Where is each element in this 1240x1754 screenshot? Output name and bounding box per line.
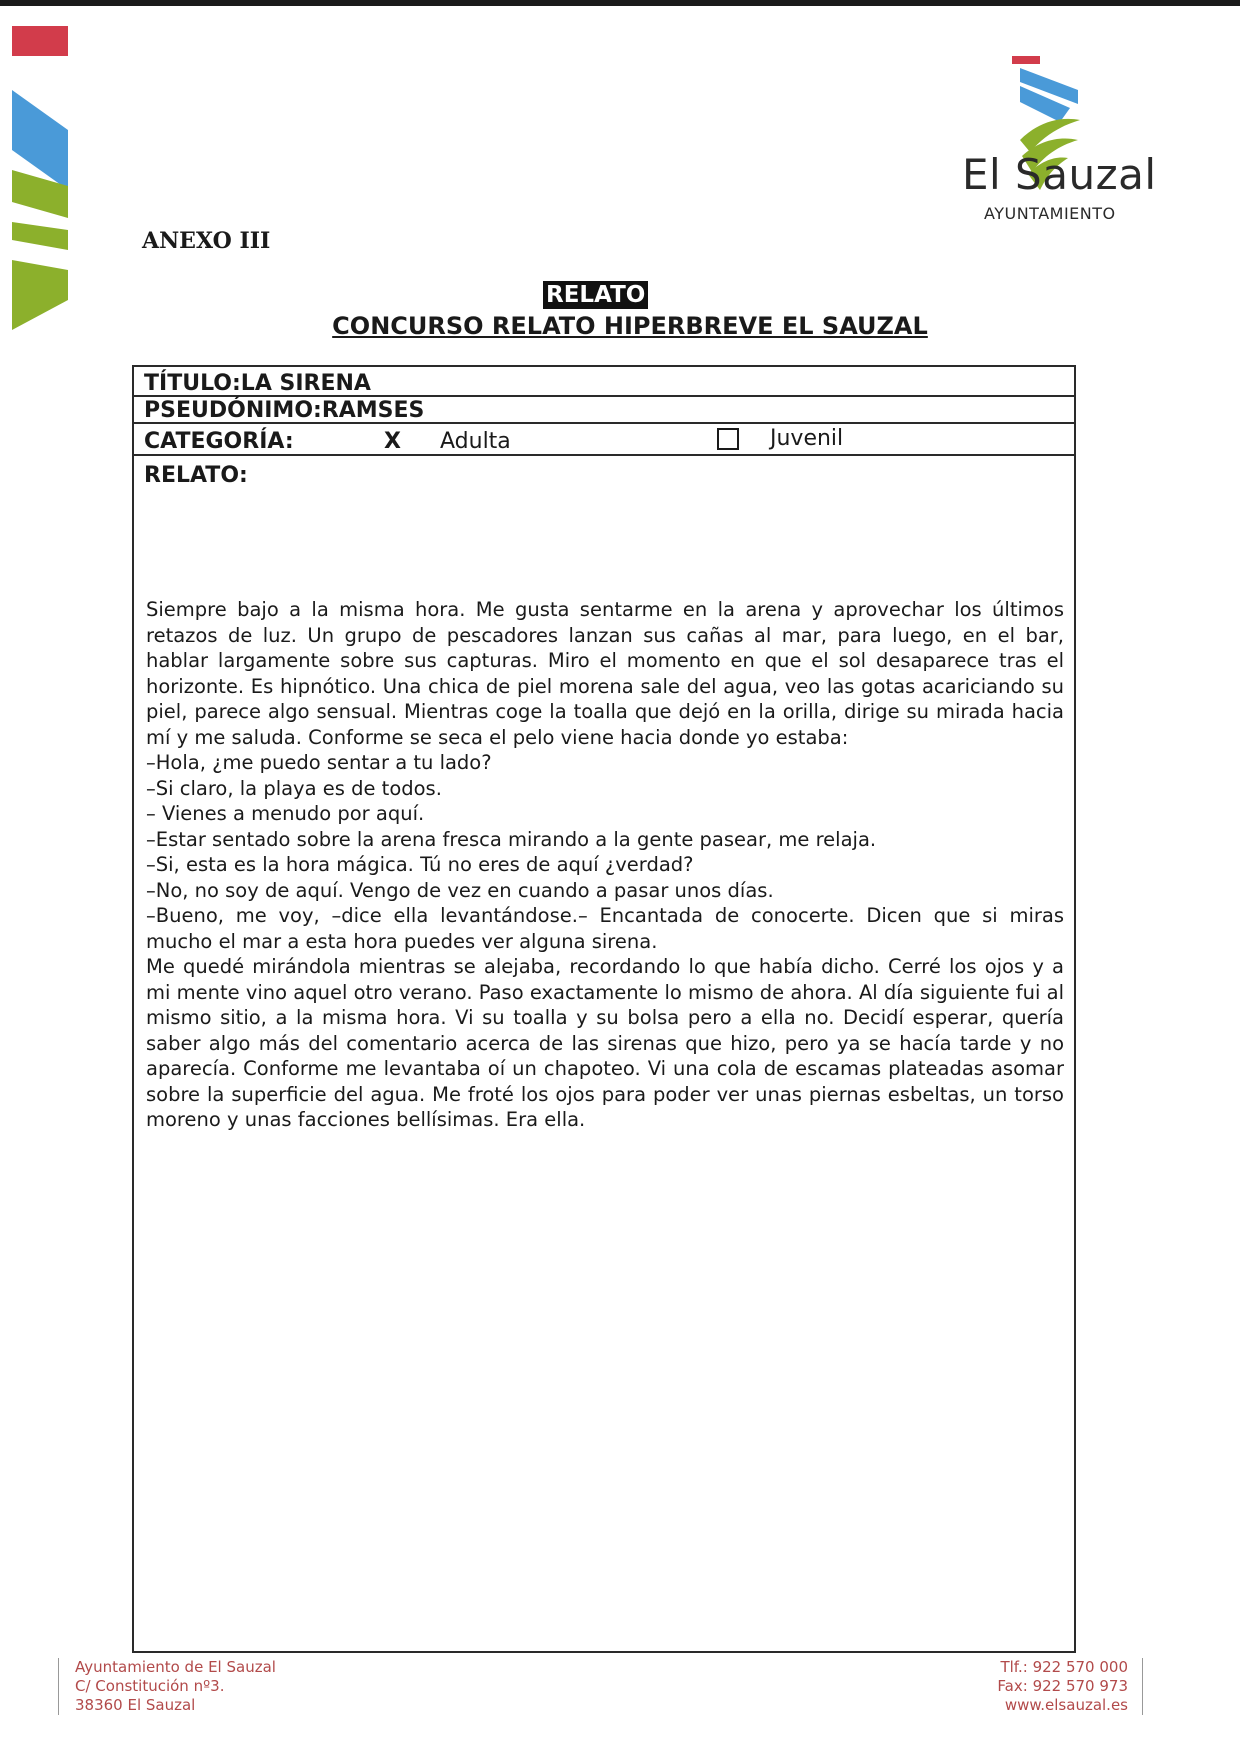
entry-form xyxy=(132,365,1076,1653)
scan-top-edge xyxy=(0,0,1240,6)
category-option-juvenil: Juvenil xyxy=(770,426,844,451)
story-paragraph: –Estar sentado sobre la arena fresca mirando a la gente pasear, me relaja. xyxy=(146,827,877,851)
pseudonym-row xyxy=(134,397,1074,424)
story-paragraph: –No, no soy de aquí. Vengo de vez en cuando a pasar unos días. xyxy=(146,878,774,902)
story-paragraph: Me quedé mirándola mientras se alejaba, recordando lo que había dicho. Cerré los ojos y a mi mente vino aquel otro verano. Paso exactamente lo mismo de ahora. Al día siguiente fui al mismo sitio, a la misma hora. Vi su toalla y su bolsa pero a ella no. Decidí esperar, quería saber algo más del comentario acerca de las sirenas que hizo, pero ya se hacía tarde y no aparecía. Conforme me levantaba oí un chapoteo. Vi una cola de escamas plateadas asomar sobre la superficie del agua. Me froté los ojos para poder ver unas piernas esbeltas, un torso moreno y unas facciones bellísimas. Era ella. xyxy=(146,955,1064,1131)
footer-contact xyxy=(960,1658,1143,1715)
story-paragraph: – Vienes a menudo por aquí. xyxy=(146,802,425,825)
footer-fax: Fax: 922 570 973 xyxy=(997,1677,1128,1695)
footer-website-link[interactable]: www.elsauzal.es xyxy=(1004,1696,1128,1714)
category-selected-mark: X xyxy=(384,429,401,454)
annex-heading: ANEXO III xyxy=(142,228,271,254)
story-label: RELATO: xyxy=(144,463,248,488)
footer-address-line: C/ Constitución nº3. xyxy=(75,1677,225,1695)
footer-phone: Tlf.: 922 570 000 xyxy=(1000,1658,1128,1676)
contest-title: CONCURSO RELATO HIPERBREVE EL SAUZAL xyxy=(332,312,928,340)
el-sauzal-logo-icon xyxy=(960,56,1140,226)
footer-address xyxy=(58,1658,276,1715)
logo-name: El Sauzal xyxy=(962,150,1157,199)
story-paragraph: –Bueno, me voy, –dice ella levantándose.– Encantada de conocerte. Dicen que si miras mucho el mar a esta hora puedes ver alguna sirena. xyxy=(146,904,1064,953)
category-label: CATEGORÍA: xyxy=(144,429,294,454)
logo-subtitle: AYUNTAMIENTO xyxy=(984,204,1116,223)
brand-side-stripes xyxy=(12,90,72,360)
story-paragraph: –Si, esta es la hora mágica. Tú no eres de aquí ¿verdad? xyxy=(146,853,694,876)
title-field: TÍTULO:LA SIRENA xyxy=(144,371,371,396)
story-paragraph: –Si claro, la playa es de todos. xyxy=(146,776,442,800)
relato-badge: RELATO xyxy=(543,281,648,309)
brand-red-mark xyxy=(12,26,68,56)
story-paragraph: –Hola, ¿me puedo sentar a tu lado? xyxy=(146,751,492,774)
category-option-adulta: Adulta xyxy=(440,429,511,454)
story-paragraph: Siempre bajo a la misma hora. Me gusta sentarme en la arena y aprovechar los últimos retazos de luz. Un grupo de pescadores lanzan sus cañas al mar, para luego, en el bar, hablar largamente sobre sus capturas. Miro el momento en que el sol desaparece tras el horizonte. Es hipnótico. Una chica de piel morena sale del agua, veo las gotas acariciando su piel, parece algo sensual. Mientras coge la toalla que dejó en la orilla, dirige su mirada hacia mí y me saluda. Conforme se seca el pelo viene hacia donde yo estaba: xyxy=(146,598,1064,749)
empty-checkbox-icon xyxy=(717,428,739,450)
story-text xyxy=(146,597,1064,1133)
footer-address-line: 38360 El Sauzal xyxy=(75,1696,196,1714)
title-row xyxy=(134,367,1074,397)
pseudonym-field: PSEUDÓNIMO:RAMSES xyxy=(144,398,425,423)
footer-address-line: Ayuntamiento de El Sauzal xyxy=(75,1658,276,1676)
category-row xyxy=(134,424,1074,456)
